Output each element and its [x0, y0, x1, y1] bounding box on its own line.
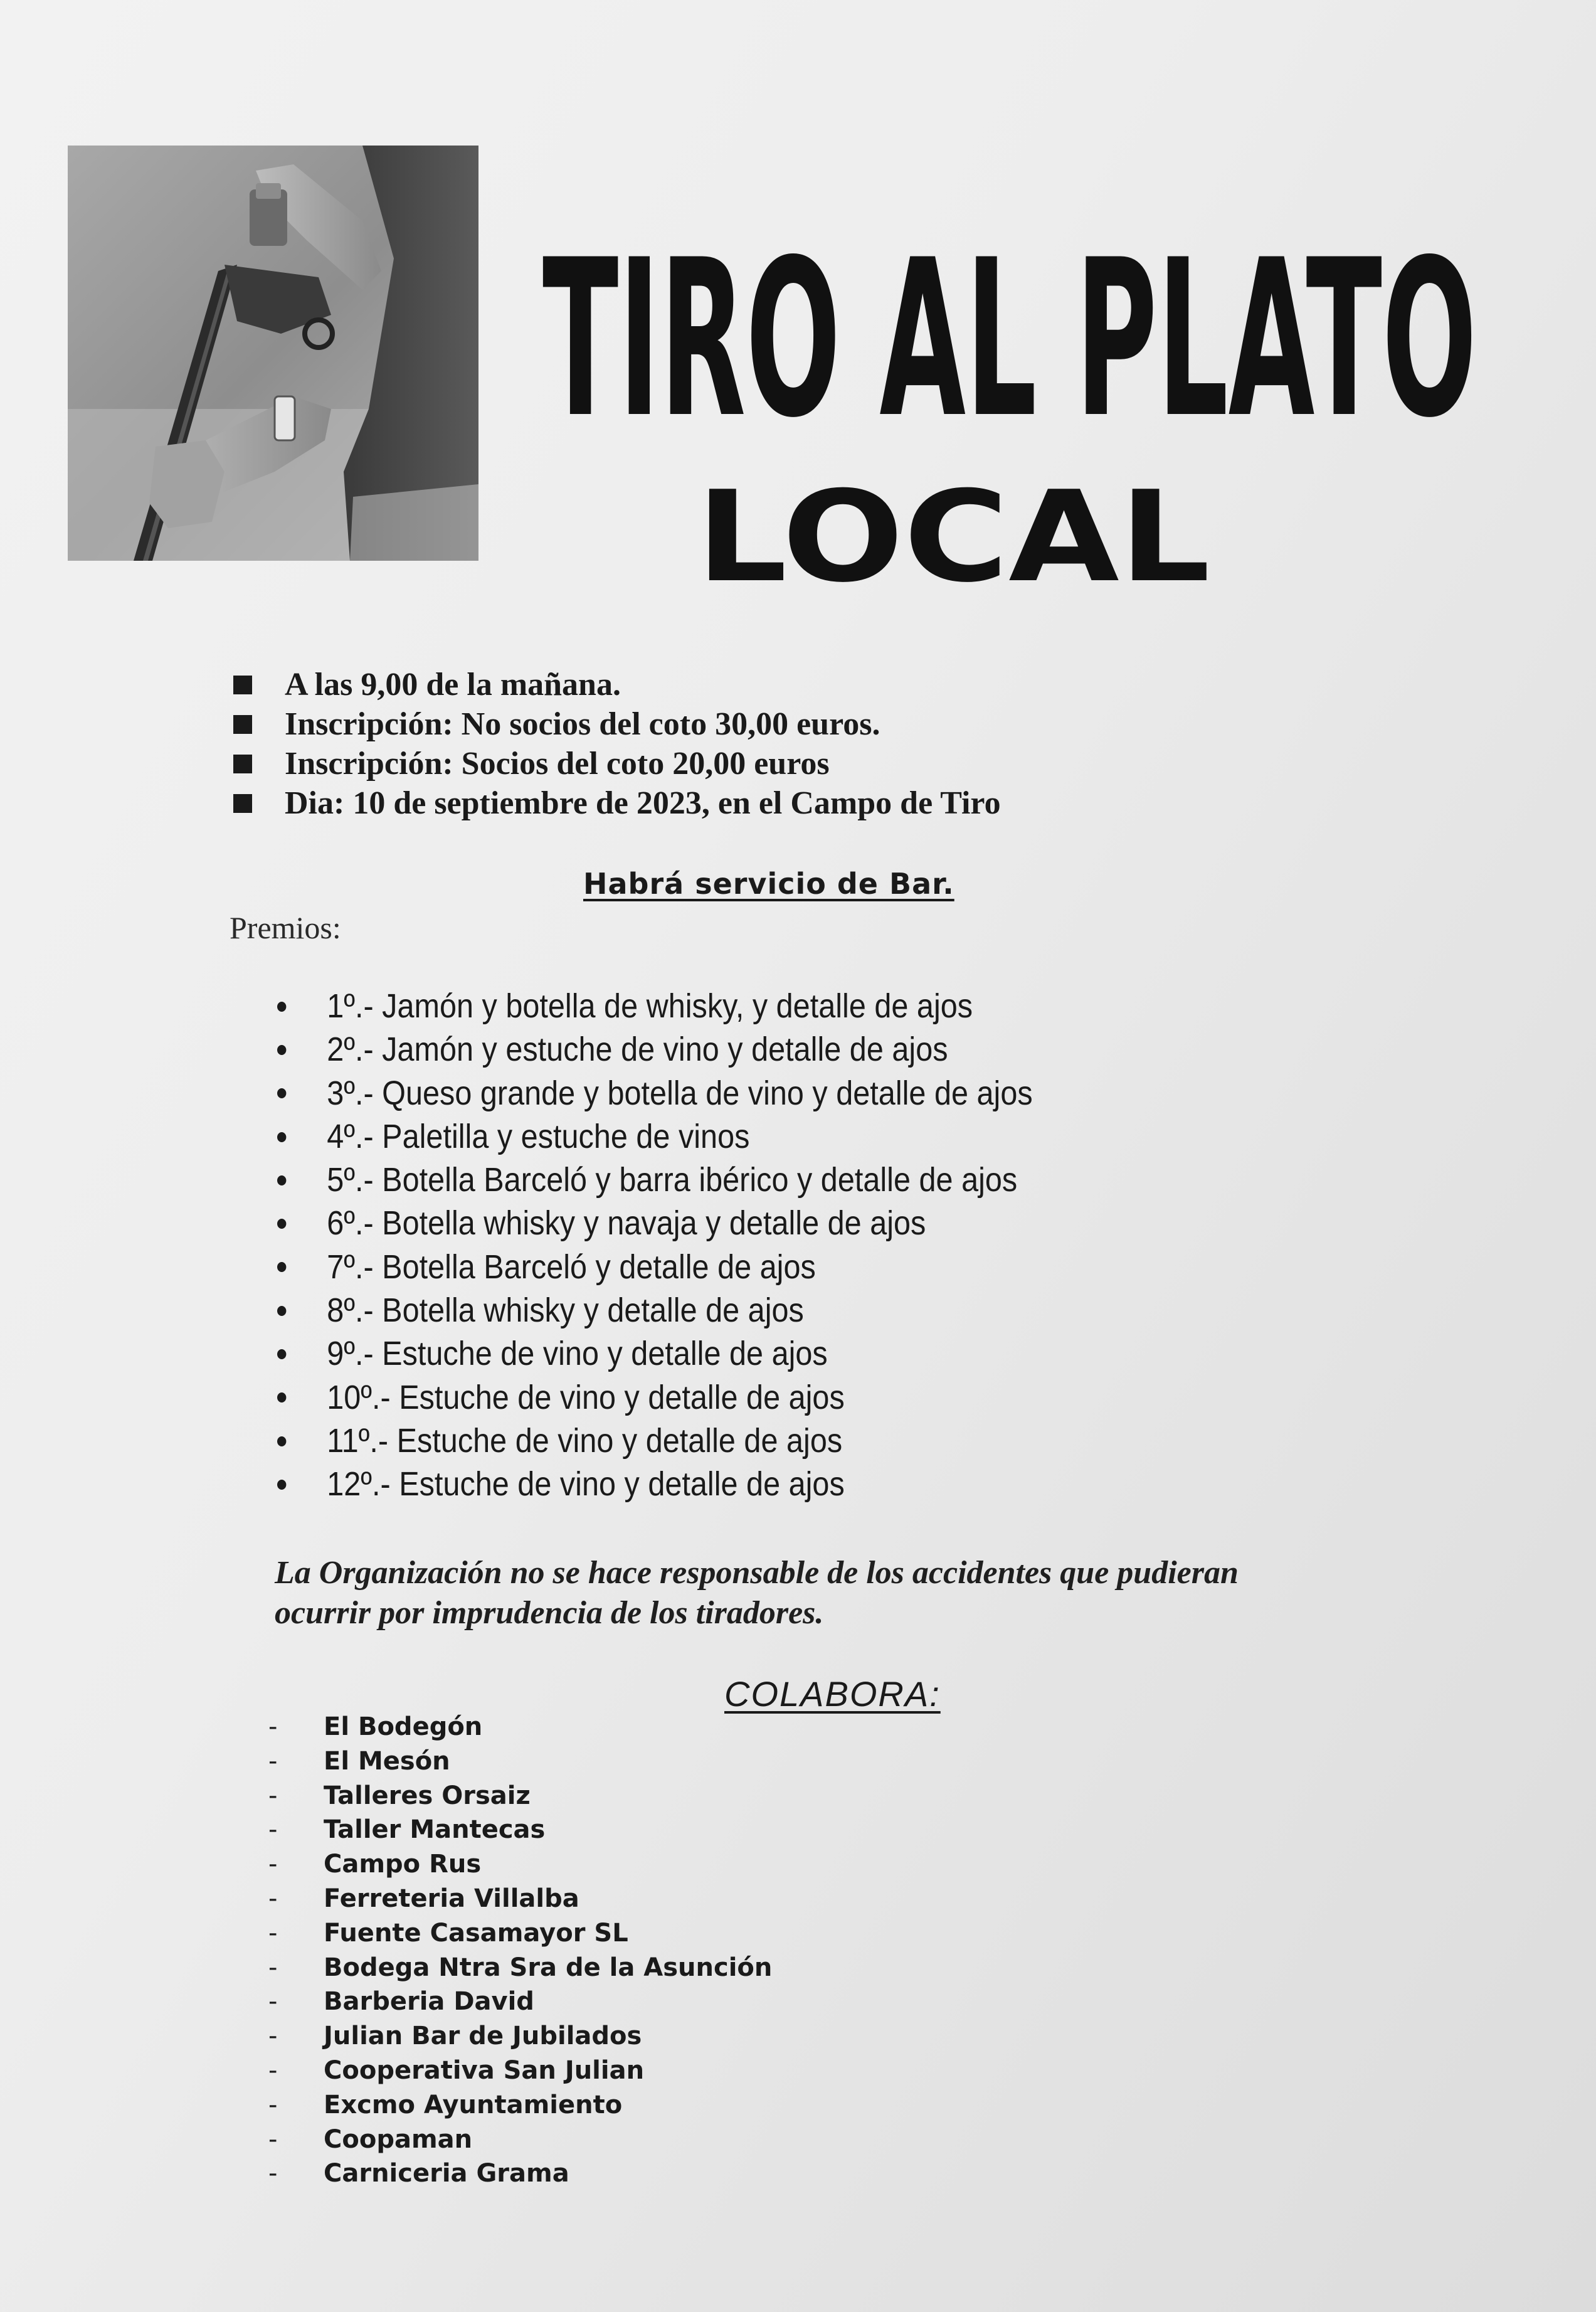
prize-item — [277, 985, 1033, 1028]
info-item — [233, 783, 1001, 823]
dash-bullet: - — [268, 2159, 278, 2188]
dash-bullet: - — [268, 2090, 278, 2119]
prize-text: 4º.- Paletilla y estuche de vinos — [327, 1117, 750, 1155]
prize-text: 7º.- Botella Barceló y detalle de ajos — [327, 1248, 816, 1286]
dash-bullet: - — [268, 1712, 278, 1741]
bar-service-notice: Habrá servicio de Bar. — [583, 867, 954, 901]
round-bullet-icon — [277, 1349, 286, 1359]
sponsor-name: Fuente Casamayor SL — [324, 1918, 628, 1948]
round-bullet-icon — [277, 1045, 286, 1055]
round-bullet-icon — [277, 1175, 286, 1185]
sponsor-name: Carniceria Grama — [324, 2159, 569, 2188]
sponsor-item — [268, 1779, 772, 1813]
square-bullet-icon — [233, 794, 252, 813]
round-bullet-icon — [277, 1480, 286, 1490]
prize-item — [277, 1332, 1033, 1376]
sponsor-name: Bodega Ntra Sra de la Asunción — [324, 1953, 773, 1982]
disclaimer-line-2: ocurrir por imprudencia de los tiradores. — [275, 1595, 824, 1631]
sponsor-name: Barberia David — [324, 1987, 534, 2017]
square-bullet-icon — [233, 676, 252, 694]
sponsor-item — [268, 1916, 772, 1951]
sponsor-name: Ferreteria Villalba — [324, 1884, 579, 1913]
sponsor-name: Julian Bar de Jubilados — [324, 2022, 642, 2051]
prize-text: 9º.- Estuche de vino y detalle de ajos — [327, 1335, 828, 1373]
sponsor-item — [268, 2019, 772, 2054]
dash-bullet: - — [268, 1918, 278, 1948]
sponsor-name: El Bodegón — [324, 1712, 483, 1741]
event-title — [521, 119, 1499, 640]
title-line-2: LOCAL — [696, 464, 1210, 610]
liability-disclaimer — [275, 1553, 1353, 1633]
dash-bullet: - — [268, 1746, 278, 1776]
prize-item — [277, 1028, 1033, 1071]
prizes-list — [277, 985, 1033, 1507]
prize-item — [277, 1376, 1033, 1419]
info-item — [233, 665, 1001, 704]
sponsor-name: Talleres Orsaiz — [324, 1781, 531, 1810]
sponsor-item — [268, 2054, 772, 2088]
dash-bullet: - — [268, 2124, 278, 2154]
sponsor-name: El Mesón — [324, 1746, 450, 1776]
prize-text: 3º.- Queso grande y botella de vino y detalle de ajos — [327, 1074, 1033, 1112]
title-line-1: TIRO AL PLATO — [542, 214, 1477, 466]
round-bullet-icon — [277, 1262, 286, 1272]
sponsor-name: Campo Rus — [324, 1850, 482, 1879]
dash-bullet: - — [268, 2022, 278, 2051]
sponsor-item — [268, 1813, 772, 1847]
sponsor-name: Taller Mantecas — [324, 1815, 546, 1845]
round-bullet-icon — [277, 1219, 286, 1229]
sponsor-item — [268, 1710, 772, 1744]
prizes-label: Premios: — [230, 910, 341, 945]
prize-item — [277, 1072, 1033, 1115]
prize-item — [277, 1289, 1033, 1332]
sponsor-item — [268, 1951, 772, 1985]
round-bullet-icon — [277, 1088, 286, 1098]
dash-bullet: - — [268, 1987, 278, 2017]
prize-text: 1º.- Jamón y botella de whisky, y detalle de ajos — [327, 987, 973, 1025]
sponsor-item — [268, 2088, 772, 2123]
sponsor-item — [268, 1744, 772, 1779]
info-item — [233, 744, 1001, 783]
sponsor-item — [268, 2123, 772, 2157]
sponsor-item — [268, 2156, 772, 2191]
info-item-text: A las 9,00 de la mañana. — [285, 667, 621, 703]
prize-item — [277, 1115, 1033, 1159]
shooter-holding-shotgun-photo — [68, 146, 478, 561]
sponsor-name: Cooperativa San Julian — [324, 2055, 645, 2085]
round-bullet-icon — [277, 1436, 286, 1446]
sponsor-item — [268, 1882, 772, 1916]
prize-item — [277, 1159, 1033, 1202]
prize-text: 6º.- Botella whisky y navaja y detalle de ajos — [327, 1204, 926, 1243]
round-bullet-icon — [277, 1132, 286, 1142]
info-item-text: Inscripción: No socios del coto 30,00 euros. — [285, 706, 880, 742]
sponsor-item — [268, 1985, 772, 2019]
sponsor-item — [268, 1847, 772, 1882]
square-bullet-icon — [233, 715, 252, 734]
dash-bullet: - — [268, 1781, 278, 1810]
square-bullet-icon — [233, 755, 252, 773]
round-bullet-icon — [277, 1392, 286, 1403]
prize-text: 2º.- Jamón y estuche de vino y detalle de ajos — [327, 1031, 948, 1069]
prize-item — [277, 1463, 1033, 1506]
round-bullet-icon — [277, 1002, 286, 1012]
prize-text: 12º.- Estuche de vino y detalle de ajos — [327, 1465, 845, 1503]
info-item — [233, 704, 1001, 744]
prize-item — [277, 1419, 1033, 1463]
info-item-text: Inscripción: Socios del coto 20,00 euros — [285, 746, 830, 782]
sponsors-list — [268, 1710, 772, 2191]
prize-text: 5º.- Botella Barceló y barra ibérico y detalle de ajos — [327, 1161, 1018, 1199]
info-item-text: Dia: 10 de septiembre de 2023, en el Campo de Tiro — [285, 785, 1001, 821]
round-bullet-icon — [277, 1306, 286, 1316]
prize-text: 8º.- Botella whisky y detalle de ajos — [327, 1291, 804, 1330]
prize-text: 11º.- Estuche de vino y detalle de ajos — [327, 1421, 843, 1460]
prize-item — [277, 1246, 1033, 1289]
dash-bullet: - — [268, 1815, 278, 1845]
dash-bullet: - — [268, 1953, 278, 1982]
prize-text: 10º.- Estuche de vino y detalle de ajos — [327, 1378, 845, 1416]
sponsors-heading: COLABORA: — [724, 1674, 941, 1714]
prize-item — [277, 1202, 1033, 1245]
sponsor-name: Excmo Ayuntamiento — [324, 2090, 623, 2119]
dash-bullet: - — [268, 2055, 278, 2085]
event-info-list — [233, 665, 1001, 823]
dash-bullet: - — [268, 1850, 278, 1879]
sponsor-name: Coopaman — [324, 2124, 473, 2154]
disclaimer-line-1: La Organización no se hace responsable de los accidentes que pudieran — [275, 1555, 1239, 1591]
dash-bullet: - — [268, 1884, 278, 1913]
